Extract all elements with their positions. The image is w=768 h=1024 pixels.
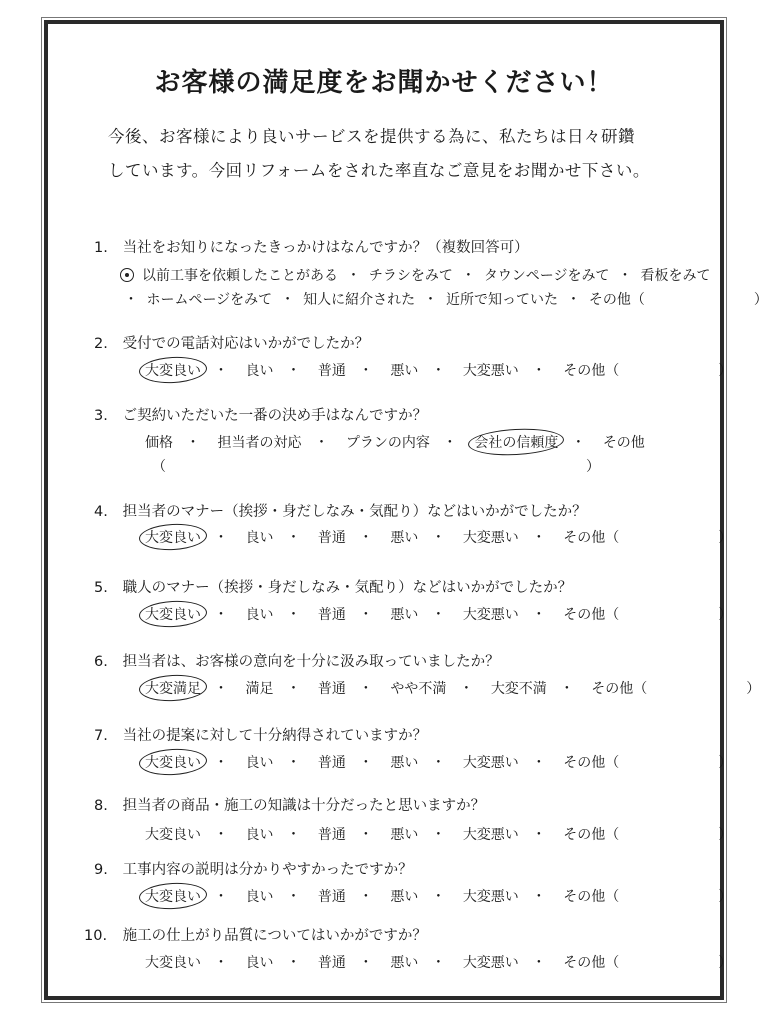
question-6: 6. 担当者は、お客様の意向を十分に汲み取っていましたか？: [94, 654, 500, 670]
question-3: 3. ご契約いただいた一番の決め手はなんですか？: [94, 408, 428, 424]
question-text: 担当者の商品・施工の知識は十分だったと思いますか？: [122, 798, 486, 814]
option-other[interactable]: その他（: [563, 607, 620, 623]
separator-dot: ・: [358, 530, 373, 546]
question-3-options: [136, 432, 654, 452]
question-text: 担当者は、お客様の意向を十分に汲み取っていましたか？: [122, 654, 500, 670]
question-9: 9. 工事内容の説明は分かりやすかったですか？: [94, 862, 413, 878]
option-staff-response[interactable]: 担当者の対応: [217, 435, 302, 451]
option-bad[interactable]: 悪い: [390, 827, 419, 843]
option-average[interactable]: 普通: [317, 363, 346, 379]
question-10: 10. 施工の仕上がり品質についてはいかがですか？: [84, 928, 427, 944]
option-bad[interactable]: 悪い: [390, 889, 419, 905]
option-very-satisfied-selected[interactable]: 大変満足: [145, 678, 201, 698]
option-very-bad[interactable]: 大変悪い: [462, 955, 519, 971]
option-average[interactable]: 普通: [317, 530, 346, 546]
selected-mark-icon: [120, 268, 134, 282]
separator-dot: ・: [314, 435, 329, 451]
option-price[interactable]: 価格: [145, 435, 173, 451]
option-good[interactable]: 良い: [245, 363, 274, 379]
separator-dot: ・: [214, 607, 228, 623]
separator-dot: ・: [431, 755, 446, 771]
option-average[interactable]: 普通: [317, 955, 346, 971]
separator-dot: ・: [286, 363, 301, 379]
separator-dot: ・: [423, 292, 438, 308]
option-very-good[interactable]: 大変良い: [145, 955, 201, 971]
close-paren: ）: [753, 292, 768, 308]
question-text: 施工の仕上がり品質についてはいかがですか？: [122, 928, 427, 944]
option-other[interactable]: その他（: [591, 681, 648, 697]
option-good[interactable]: 良い: [245, 955, 274, 971]
question-3-other-blank: （ ）: [152, 459, 600, 475]
option-very-bad[interactable]: 大変悪い: [462, 363, 519, 379]
option-very-bad[interactable]: 大変悪い: [462, 607, 519, 623]
option-1-1[interactable]: 以前工事を依頼したことがある: [142, 268, 338, 284]
option-1-6[interactable]: 知人に紹介された: [303, 292, 416, 308]
intro-line-1: 今後、お客様により良いサービスを提供する為に、私たちは日々研鑽: [108, 127, 635, 146]
question-10-options: 大変良い ・ 良い ・ 普通 ・ 悪い ・ 大変悪い ・ その他（ ）: [136, 952, 732, 972]
intro-line-2: しています。今回リフォームをされた率直なご意見をお聞かせ下さい。: [108, 161, 650, 180]
separator-dot: ・: [358, 755, 373, 771]
question-1-options-row-2: [120, 289, 768, 309]
option-other[interactable]: その他（: [563, 827, 620, 843]
option-very-good-selected[interactable]: 大変良い: [145, 604, 201, 624]
option-good[interactable]: 良い: [245, 889, 274, 905]
option-good[interactable]: 良い: [245, 827, 274, 843]
question-8: 8. 担当者の商品・施工の知識は十分だったと思いますか？: [94, 798, 486, 814]
option-average[interactable]: 普通: [317, 755, 346, 771]
separator-dot: ・: [124, 292, 138, 308]
separator-dot: ・: [286, 681, 301, 697]
separator-dot: ・: [214, 755, 228, 771]
option-1-2[interactable]: チラシをみて: [368, 268, 453, 284]
option-other[interactable]: その他: [602, 435, 645, 451]
option-other[interactable]: その他（: [563, 755, 620, 771]
option-very-bad[interactable]: 大変悪い: [462, 755, 519, 771]
option-1-5[interactable]: ホームページをみて: [146, 292, 273, 308]
separator-dot: ・: [531, 607, 546, 623]
option-other[interactable]: その他（: [563, 889, 620, 905]
option-very-good[interactable]: 大変良い: [145, 827, 201, 843]
question-number: 1.: [94, 240, 108, 256]
question-1: [94, 236, 529, 257]
separator-dot: ・: [358, 955, 373, 971]
separator-dot: ・: [358, 827, 373, 843]
option-very-bad[interactable]: 大変悪い: [462, 827, 519, 843]
option-very-bad[interactable]: 大変悪い: [462, 530, 519, 546]
question-text: 受付での電話対応はいかがでしたか？: [122, 336, 370, 352]
option-very-good-selected[interactable]: 大変良い: [145, 527, 201, 547]
question-4-options: 大変良い ・ 良い ・ 普通 ・ 悪い ・ 大変悪い ・ その他（ ）: [136, 527, 732, 547]
separator-dot: ・: [286, 755, 301, 771]
question-1-options-row-1: [120, 265, 710, 285]
separator-dot: ・: [214, 681, 228, 697]
option-bad[interactable]: 悪い: [390, 755, 419, 771]
separator-dot: ・: [566, 292, 581, 308]
separator-dot: ・: [431, 530, 446, 546]
separator-dot: ・: [461, 268, 476, 284]
separator-dot: ・: [358, 889, 373, 905]
option-good[interactable]: 良い: [245, 755, 274, 771]
option-bad[interactable]: 悪い: [390, 530, 419, 546]
option-average[interactable]: 普通: [317, 607, 346, 623]
separator-dot: ・: [214, 530, 228, 546]
option-average[interactable]: 普通: [317, 681, 346, 697]
separator-dot: ・: [286, 607, 301, 623]
option-1-8[interactable]: その他（: [588, 292, 645, 308]
separator-dot: ・: [286, 530, 301, 546]
option-other[interactable]: その他（: [563, 530, 620, 546]
option-plan-content[interactable]: プランの内容: [345, 435, 430, 451]
option-good[interactable]: 良い: [245, 607, 274, 623]
option-average[interactable]: 普通: [317, 889, 346, 905]
option-bad[interactable]: 悪い: [390, 363, 419, 379]
question-2: 2. 受付での電話対応はいかがでしたか？: [94, 336, 370, 352]
separator-dot: ・: [431, 827, 446, 843]
option-very-dissatisfied[interactable]: 大変不満: [490, 681, 547, 697]
option-very-good-selected[interactable]: 大変良い: [145, 752, 201, 772]
question-9-options: 大変良い ・ 良い ・ 普通 ・ 悪い ・ 大変悪い ・ その他（ ）: [136, 886, 732, 906]
page-title: お客様の満足度をお聞かせください！: [154, 68, 614, 98]
question-2-options: 大変良い ・ 良い ・ 普通 ・ 悪い ・ 大変悪い ・ その他（ ）: [136, 360, 732, 380]
question-7: 7. 当社の提案に対して十分納得されていますか？: [94, 728, 428, 744]
option-1-4[interactable]: 看板をみて: [640, 268, 711, 284]
question-4: 4. 担当者のマナー（挨拶・身だしなみ・気配り）などはいかがでしたか？: [94, 504, 587, 520]
separator-dot: ・: [571, 435, 586, 451]
option-very-bad[interactable]: 大変悪い: [462, 889, 519, 905]
separator-dot: ・: [431, 363, 446, 379]
question-8-options: 大変良い ・ 良い ・ 普通 ・ 悪い ・ 大変悪い ・ その他（ ）: [136, 824, 732, 844]
question-7-options: 大変良い ・ 良い ・ 普通 ・ 悪い ・ 大変悪い ・ その他（ ）: [136, 752, 732, 772]
option-other[interactable]: その他（: [563, 363, 620, 379]
separator-dot: ・: [280, 292, 295, 308]
separator-dot: ・: [531, 889, 546, 905]
question-6-options: 大変満足 ・ 満足 ・ 普通 ・ やや不満 ・ 大変不満 ・ その他（ ）: [136, 678, 760, 698]
option-1-7[interactable]: 近所で知っていた: [446, 292, 558, 308]
option-1-3[interactable]: タウンページをみて: [483, 268, 610, 284]
separator-dot: ・: [346, 268, 361, 284]
separator-dot: ・: [186, 435, 200, 451]
option-other[interactable]: その他（: [563, 955, 620, 971]
question-text: ご契約いただいた一番の決め手はなんですか？: [122, 408, 428, 424]
separator-dot: ・: [286, 889, 301, 905]
question-text: 職人のマナー（挨拶・身だしなみ・気配り）などはいかがでしたか？: [122, 580, 573, 596]
survey-sheet: [44, 20, 768, 1000]
question-5-options: 大変良い ・ 良い ・ 普通 ・ 悪い ・ 大変悪い ・ その他（ ）: [136, 604, 732, 624]
option-somewhat-dissatisfied[interactable]: やや不満: [390, 681, 447, 697]
separator-dot: ・: [286, 955, 301, 971]
separator-dot: ・: [431, 889, 446, 905]
separator-dot: ・: [214, 955, 228, 971]
option-company-trust-selected[interactable]: 会社の信頼度: [474, 432, 558, 452]
question-text: 当社をお知りになったきっかけはなんですか？（複数回答可）: [122, 240, 529, 256]
separator-dot: ・: [531, 530, 546, 546]
question-text: 当社の提案に対して十分納得されていますか？: [122, 728, 428, 744]
option-satisfied[interactable]: 満足: [245, 681, 274, 697]
separator-dot: ・: [559, 681, 574, 697]
question-text: 工事内容の説明は分かりやすかったですか？: [122, 862, 413, 878]
separator-dot: ・: [531, 363, 546, 379]
separator-dot: ・: [358, 607, 373, 623]
option-bad[interactable]: 悪い: [390, 607, 419, 623]
option-very-good-selected[interactable]: 大変良い: [145, 360, 201, 380]
separator-dot: ・: [358, 363, 373, 379]
option-bad[interactable]: 悪い: [390, 955, 419, 971]
separator-dot: ・: [431, 955, 446, 971]
question-text: 担当者のマナー（挨拶・身だしなみ・気配り）などはいかがでしたか？: [122, 504, 587, 520]
option-good[interactable]: 良い: [245, 530, 274, 546]
separator-dot: ・: [618, 268, 632, 284]
separator-dot: ・: [531, 755, 546, 771]
separator-dot: ・: [214, 363, 228, 379]
option-average[interactable]: 普通: [317, 827, 346, 843]
separator-dot: ・: [358, 681, 373, 697]
question-5: 5. 職人のマナー（挨拶・身だしなみ・気配り）などはいかがでしたか？: [94, 580, 573, 596]
option-very-good-selected[interactable]: 大変良い: [145, 886, 201, 906]
separator-dot: ・: [286, 827, 301, 843]
separator-dot: ・: [214, 827, 228, 843]
separator-dot: ・: [459, 681, 474, 697]
separator-dot: ・: [531, 827, 546, 843]
separator-dot: ・: [442, 435, 457, 451]
separator-dot: ・: [214, 889, 228, 905]
separator-dot: ・: [531, 955, 546, 971]
separator-dot: ・: [431, 607, 446, 623]
